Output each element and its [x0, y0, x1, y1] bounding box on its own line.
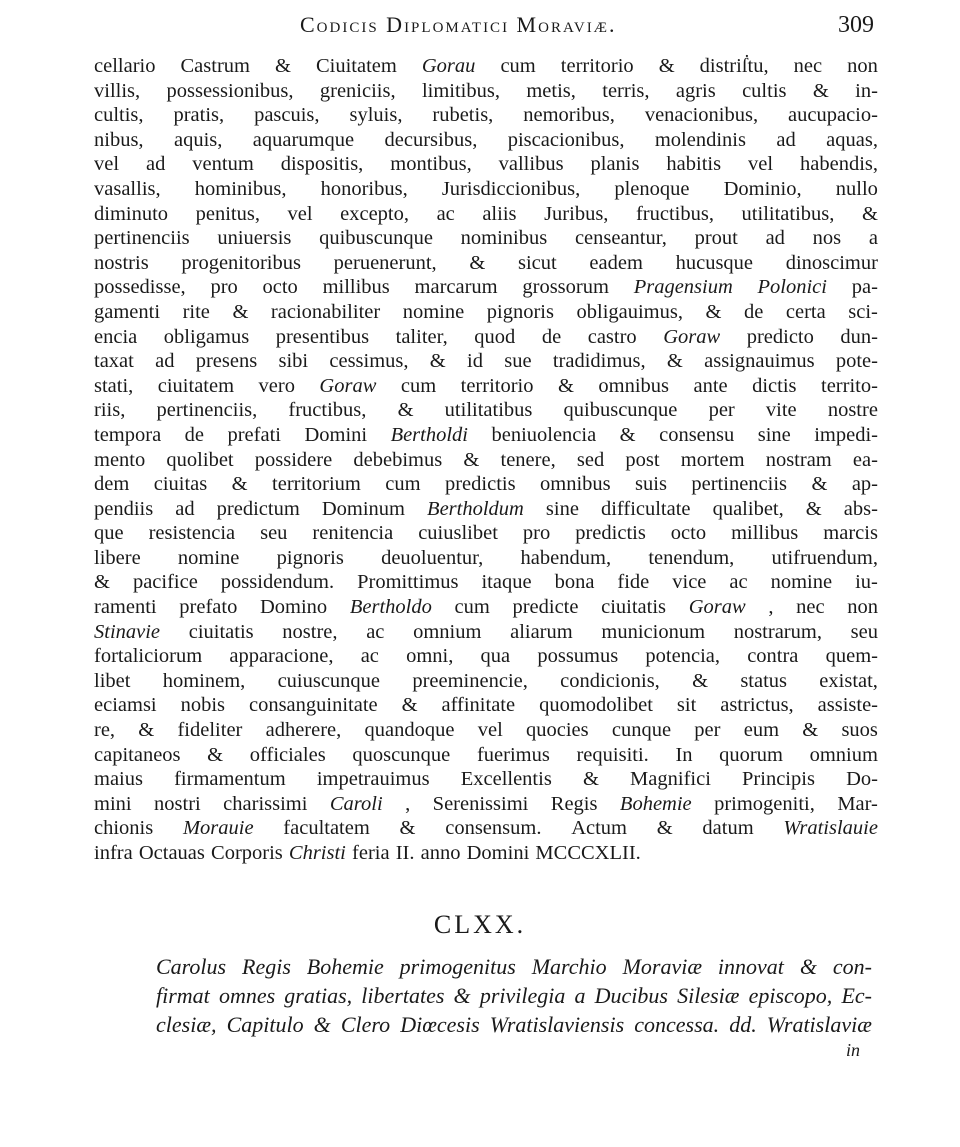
text-line: taxat ad presens sibi cessimus, & id sue tradidimus, & assignauimus pote- [94, 350, 878, 373]
text-line: que resistencia seu renitencia cuiuslibet pro predictis octo millibus marcis [94, 522, 878, 545]
text-line: libere nomine pignoris deuoluentur, habendum, tenendum, utifruendum, [94, 546, 878, 569]
text-line: mento quolibet possidere debebimus & tenere, sed post mortem nostram ea- [94, 448, 878, 471]
text-line: cellario Castrum & Ciuitatem Gorau cum territorio & distriẛtu, nec non [94, 55, 878, 77]
text-line: re, & fideliter adherere, quandoque vel quocies cunque per eum & suos [94, 719, 878, 742]
text-line: tempora de prefati Domini Bertholdi beniuolencia & consensu sine impedi- [94, 423, 878, 446]
text-line: dem ciuitas & territorium cum predictis omnibus suis pertinenciis & ap- [94, 473, 878, 496]
text-line: libet hominem, cuiuscunque preeminencie, condicionis, & status existat, [94, 669, 878, 692]
text-line: clesiæ, Capitulo & Clero Diœcesis Wratislaviensis concessa. dd. Wratislaviæ [156, 1012, 872, 1037]
charter-summary [156, 952, 872, 1039]
text-line: stati, ciuitatem vero Goraw cum territorio & omnibus ante dictis territo- [94, 374, 878, 397]
text-line: villis, possessionibus, greniciis, limitibus, metis, terris, agris cultis & in- [94, 79, 878, 102]
text-line: firmat omnes gratias, libertates & privilegia a Ducibus Silesiæ episcopo, Ec- [156, 983, 872, 1008]
text-line: vel ad ventum dispositis, montibus, vallibus planis habitis vel habendis, [94, 153, 878, 176]
text-line: & pacifice possidendum. Promittimus itaque bona fide vice ac nomine iu- [94, 571, 878, 594]
text-line: pertinenciis uniuersis quibuscunque nominibus censeantur, prout ad nos a [94, 227, 878, 250]
text-line: pendiis ad predictum Dominum Bertholdum sine difficultate qualibet, & abs- [94, 497, 878, 520]
text-line: fortaliciorum apparacione, ac omni, qua possumus potencia, contra quem- [94, 645, 878, 668]
text-line: eciamsi nobis consanguinitate & affinitate quomodolibet sit astrictus, assiste- [94, 694, 878, 717]
text-line: maius firmamentum impetrauimus Excellentis & Magnifici Principis Do- [94, 768, 878, 791]
running-title: Codicis Diplomatici Moraviæ. [300, 12, 617, 37]
text-line: mini nostri charissimi Caroli , Serenissimi Regis Bohemie primogeniti, Mar- [94, 792, 878, 815]
text-line: diminuto penitus, vel excepto, ac aliis Juribus, fructibus, utilitatibus, & [94, 202, 878, 225]
text-line: cultis, pratis, pascuis, syluis, rubetis, nemoribus, venacionibus, aucupacio- [94, 104, 878, 127]
section-number: CLXX. [433, 910, 527, 939]
text-line: encia obligamus presentibus taliter, quod de castro Goraw predicto dun- [94, 325, 878, 348]
text-line: Stinavie ciuitatis nostre, ac omnium aliarum municionum nostrarum, seu [94, 620, 878, 643]
text-line: capitaneos & officiales quoscunque fuerimus requisiti. In quorum omnium [94, 743, 878, 766]
text-line: infra Octauas Corporis Christi feria II. anno Domini MCCCXLII. [94, 842, 641, 864]
text-line: chionis Morauie facultatem & consensum. Actum & datum Wratislauie [94, 817, 878, 840]
text-line: ramenti prefato Domino Bertholdo cum predicte ciuitatis Goraw , nec non [94, 596, 878, 619]
text-line: gamenti rite & racionabiliter nomine pignoris obligauimus, & de certa sci- [94, 300, 878, 323]
text-line: nostris progenitoribus peruenerunt, & sicut eadem hucusque dinoscimur [94, 251, 878, 274]
page-number: 309 [838, 12, 874, 38]
text-line: vasallis, hominibus, honoribus, Jurisdiccionibus, plenoque Dominio, nullo [94, 177, 878, 200]
charter-text [94, 54, 878, 866]
text-line: riis, pertinenciis, fructibus, & utilitatibus quibuscunque per vite nostre [94, 399, 878, 422]
text-line: possedisse, pro octo millibus marcarum grossorum Pragensium Polonici pa- [94, 276, 878, 299]
catchword: in [846, 1040, 861, 1060]
text-line: nibus, aquis, aquarumque decursibus, piscacionibus, molendinis ad aquas, [94, 128, 878, 151]
text-line: Carolus Regis Bohemie primogenitus Marchio Moraviæ innovat & con- [156, 954, 872, 979]
running-head [0, 12, 960, 48]
